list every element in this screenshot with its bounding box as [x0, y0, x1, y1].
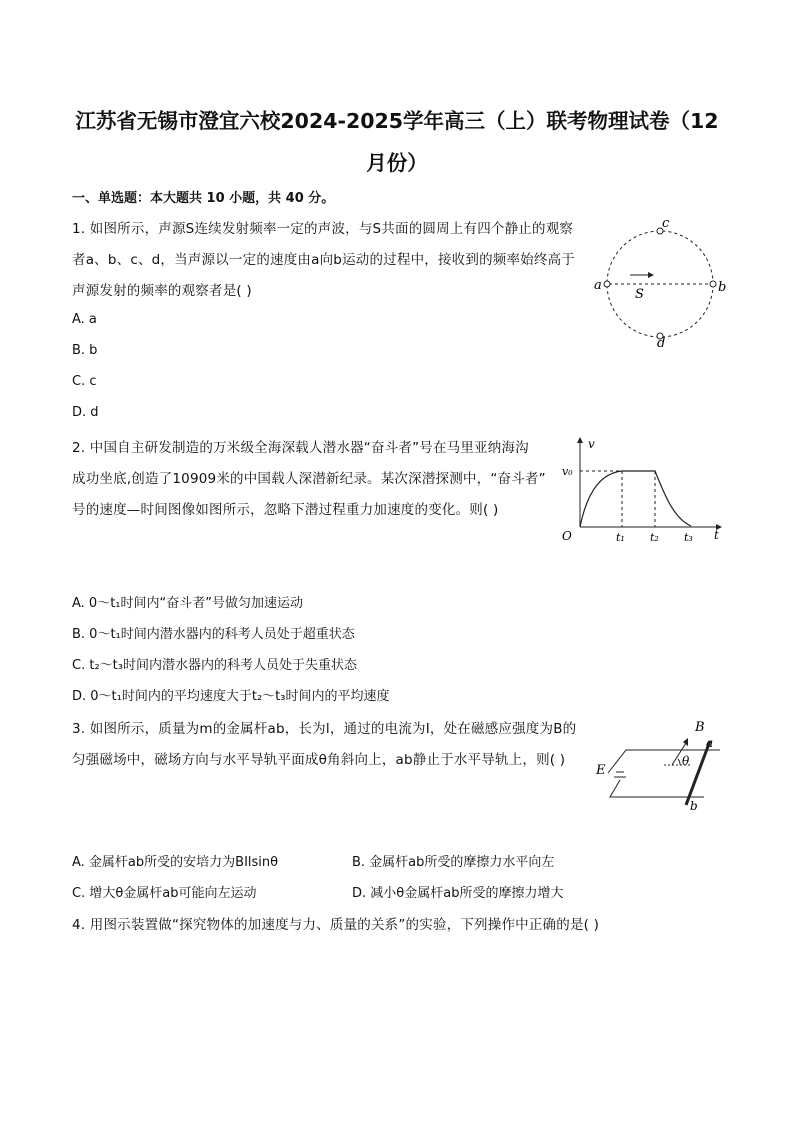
- label-a: a: [594, 278, 602, 293]
- q2-option-c[interactable]: C. t₂～t₃时间内潜水器内的科考人员处于失重状态: [72, 658, 357, 673]
- observer-b: [710, 281, 716, 287]
- label-B: B: [695, 720, 705, 735]
- t1-label: t₁: [616, 531, 625, 544]
- section-header: 一、单选题：本大题共 10 小题，共 40 分。: [72, 191, 335, 206]
- q1-text-line-3: 声源发射的频率的观察者是( ): [72, 283, 252, 299]
- label-s: S: [635, 287, 644, 302]
- v0-label: v₀: [562, 465, 573, 478]
- q1-option-c[interactable]: C. c: [72, 374, 97, 389]
- axis-t-label: t: [714, 528, 719, 542]
- page-title-line-2: 月份）: [366, 151, 428, 175]
- q1-circle-figure: [590, 212, 730, 348]
- page-title-line-1: 江苏省无锡市澄宜六校2024-2025学年高三（上）联考物理试卷（12: [75, 109, 719, 133]
- q2-text-line-1: 2. 中国自主研发制造的万米级全海深载人潜水器“奋斗者”号在马里亚纳海沟: [72, 440, 529, 456]
- q2-option-b[interactable]: B. 0～t₁时间内潜水器内的科考人员处于超重状态: [72, 627, 355, 642]
- q2-text-line-3: 号的速度—时间图像如图所示，忽略下潜过程重力加速度的变化。则( ): [72, 502, 499, 518]
- metal-rod-ab: [686, 741, 710, 805]
- label-a: a: [706, 736, 714, 750]
- q1-text-line-2: 者a、b、c、d，当声源以一定的速度由a向b运动的过程中，接收到的频率始终高于: [72, 252, 575, 268]
- q3-text-line-1: 3. 如图所示，质量为m的金属杆ab，长为l，通过的电流为I，处在磁感应强度为B的: [72, 721, 577, 737]
- q1-text-line-1: 1. 如图所示，声源S连续发射频率一定的声波，与S共面的圆周上有四个静止的观察: [72, 221, 574, 237]
- label-c: c: [662, 216, 670, 231]
- q3-option-a[interactable]: A. 金属杆ab所受的安培力为BIlsinθ: [72, 855, 279, 870]
- label-d: d: [657, 336, 666, 348]
- t2-label: t₂: [650, 531, 659, 544]
- q3-text-line-2: 匀强磁场中，磁场方向与水平导轨平面成θ角斜向上，ab静止于水平导轨上，则( ): [72, 752, 566, 768]
- q3-option-b[interactable]: B. 金属杆ab所受的摩擦力水平向左: [352, 855, 555, 870]
- q2-option-d[interactable]: D. 0～t₁时间内的平均速度大于t₂～t₃时间内的平均速度: [72, 689, 390, 704]
- q3-rail-figure: [592, 713, 732, 823]
- q1-option-b[interactable]: B. b: [72, 343, 98, 358]
- q2-option-a[interactable]: A. 0～t₁时间内“奋斗者”号做匀加速运动: [72, 596, 303, 611]
- observer-a: [604, 281, 610, 287]
- q2-vt-graph: [558, 433, 728, 545]
- label-b: b: [690, 799, 698, 813]
- label-theta: θ: [682, 754, 690, 768]
- label-b: b: [718, 280, 727, 295]
- axis-v-label: v: [588, 437, 595, 451]
- velocity-curve: [580, 471, 691, 527]
- t3-label: t₃: [684, 531, 693, 544]
- q2-text-line-2: 成功坐底,创造了10909米的中国载人深潜新纪录。某次深潜探测中，“奋斗者”: [72, 471, 546, 487]
- q3-option-c[interactable]: C. 增大θ金属杆ab可能向左运动: [72, 886, 257, 901]
- q1-option-d[interactable]: D. d: [72, 405, 99, 420]
- origin-label: O: [562, 529, 572, 543]
- q1-option-a[interactable]: A. a: [72, 312, 97, 327]
- q4-text-line-1: 4. 用图示装置做“探究物体的加速度与力、质量的关系”的实验，下列操作中正确的是( ): [72, 917, 600, 933]
- q3-option-d[interactable]: D. 减小θ金属杆ab所受的摩擦力增大: [352, 886, 564, 901]
- label-E: E: [596, 763, 606, 778]
